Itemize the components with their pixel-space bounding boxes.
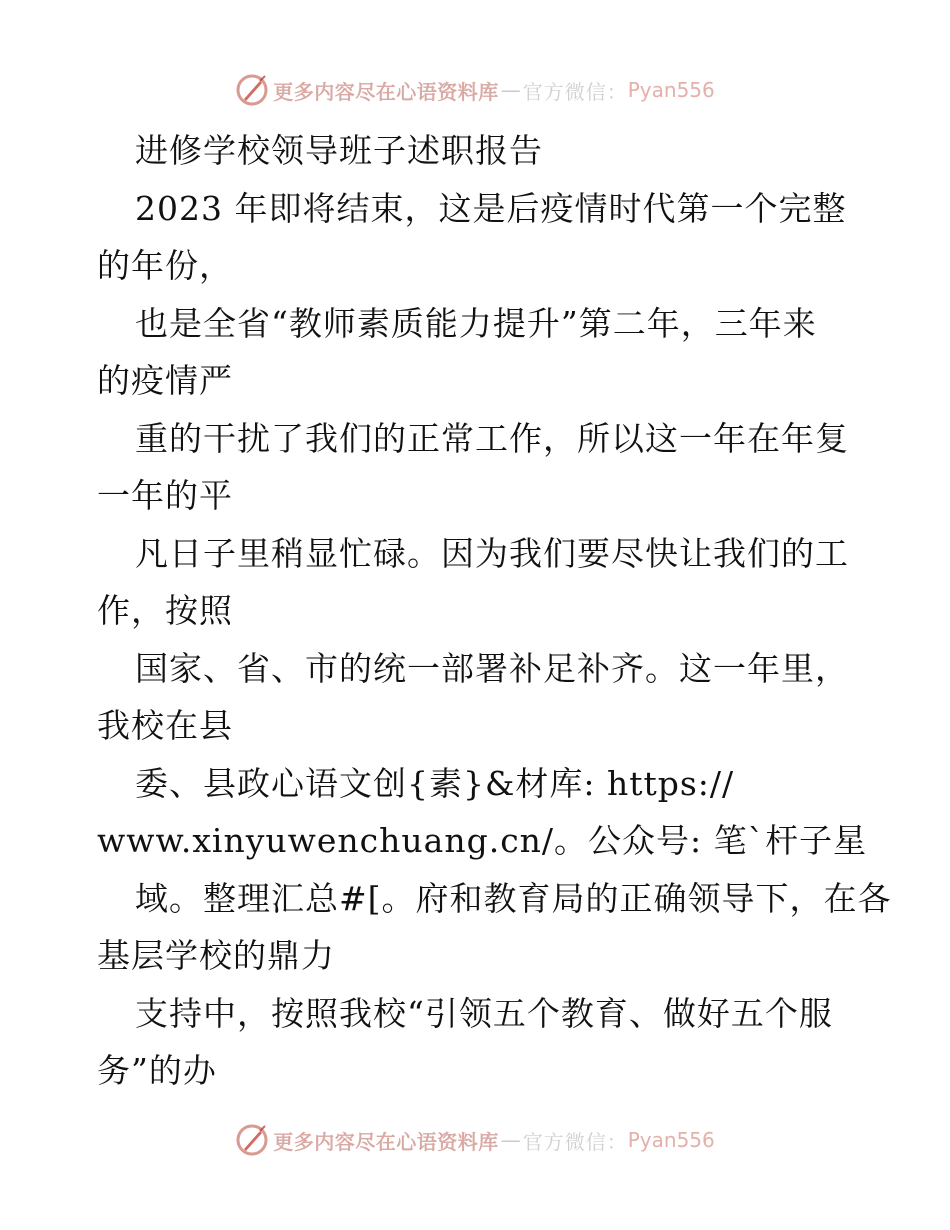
banner-wechat-label: 官方微信：	[522, 79, 628, 104]
banner-dash: —	[500, 78, 521, 102]
text-line: 一年的平	[97, 476, 233, 515]
banner-wechat-id: Pyan556	[627, 1128, 715, 1152]
banner-text: 更多内容尽在心语资料库	[273, 79, 499, 104]
text-line: 务”的办	[97, 1051, 217, 1090]
banner-text: 更多内容尽在心语资料库	[273, 1129, 499, 1154]
document-title: 进修学校领导班子述职报告	[135, 131, 543, 170]
text-line: www.xinyuwenchuang.cn/。公众号: 笔`杆子星	[97, 821, 868, 860]
quill-logo-icon	[235, 1123, 269, 1157]
footer-banner	[0, 1120, 950, 1160]
quill-logo-icon	[235, 73, 269, 107]
text-line: 2023 年即将结束，这是后疫情时代第一个完整	[135, 188, 847, 228]
text-line: 凡日子里稍显忙碌。因为我们要尽快让我们的工	[135, 533, 849, 573]
banner-wechat-id: Pyan556	[627, 78, 715, 102]
banner-wechat-label: 官方微信：	[522, 1129, 628, 1154]
text-line: 也是全省“教师素质能力提升”第二年，三年来	[135, 303, 817, 343]
header-banner	[0, 70, 950, 110]
text-line: 域。整理汇总#[。府和教育局的正确领导下，在各	[135, 878, 892, 918]
text-line: 作，按照	[97, 591, 233, 630]
text-line: 重的干扰了我们的正常工作，所以这一年在年复	[135, 418, 849, 458]
text-line: 委、县政心语文创{素}&材库: https://	[135, 763, 735, 803]
document-body	[97, 122, 892, 1100]
banner-dash: —	[500, 1128, 521, 1152]
text-line: 支持中，按照我校“引领五个教育、做好五个服	[135, 993, 833, 1033]
text-line: 我校在县	[97, 706, 233, 745]
text-line: 国家、省、市的统一部署补足补齐。这一年里，	[135, 648, 849, 688]
text-line: 基层学校的鼎力	[97, 936, 335, 975]
text-line: 的疫情严	[97, 361, 233, 400]
text-line: 的年份，	[97, 246, 233, 285]
